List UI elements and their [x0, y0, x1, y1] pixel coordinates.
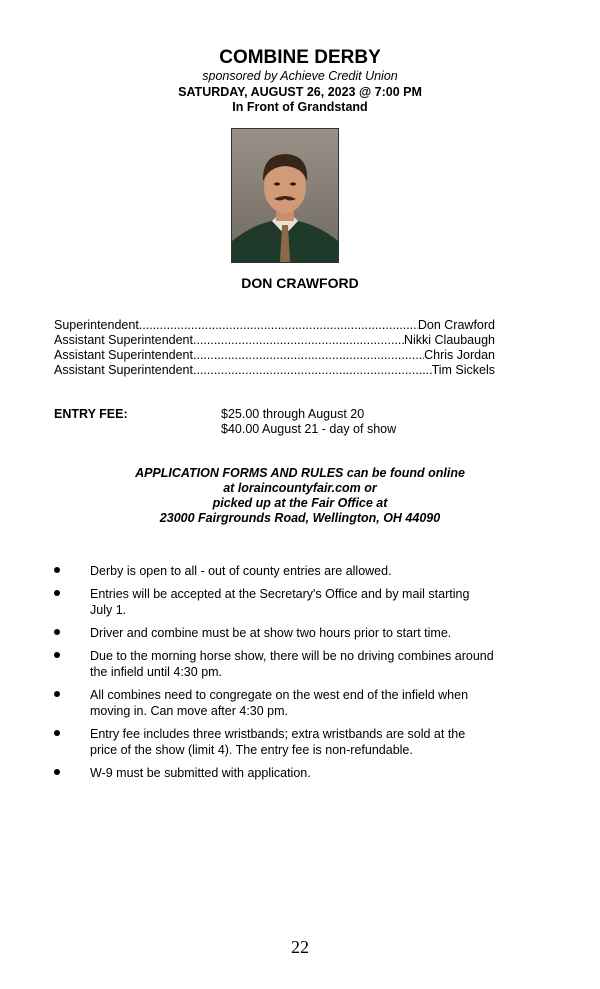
- bullet-icon: [54, 629, 60, 635]
- staff-row: [54, 318, 495, 333]
- list-item: [54, 648, 494, 680]
- staff-row: [54, 348, 495, 363]
- application-line: APPLICATION FORMS AND RULES can be found online: [135, 466, 465, 480]
- entry-fee-label: ENTRY FEE:: [54, 407, 128, 421]
- staff-name: Chris Jordan: [424, 348, 495, 362]
- staff-role: Assistant Superintendent: [54, 363, 193, 377]
- list-item: [54, 765, 494, 781]
- page-number: 22: [291, 937, 309, 957]
- list-item: [54, 625, 494, 641]
- application-info: [0, 466, 600, 526]
- bullet-icon: [54, 652, 60, 658]
- bullet-icon: [54, 730, 60, 736]
- staff-row: [54, 363, 495, 378]
- list-item: [54, 726, 494, 758]
- rules-list: [54, 563, 494, 788]
- rule-text: Entries will be accepted at the Secretary's Office and by mail starting July 1.: [90, 587, 470, 617]
- application-line: 23000 Fairgrounds Road, Wellington, OH 44090: [159, 511, 441, 525]
- bullet-icon: [54, 691, 60, 697]
- staff-row: [54, 333, 495, 348]
- application-line: at loraincountyfair.com or: [223, 481, 377, 495]
- event-location: In Front of Grandstand: [232, 100, 368, 114]
- leader-dots: [193, 333, 404, 348]
- staff-list: [54, 318, 495, 378]
- leader-dots: [193, 363, 432, 378]
- application-line: picked up at the Fair Office at: [212, 496, 388, 510]
- bullet-icon: [54, 567, 60, 573]
- event-date: SATURDAY, AUGUST 26, 2023 @ 7:00 PM: [178, 85, 422, 99]
- staff-name: Nikki Claubaugh: [403, 333, 495, 347]
- superintendent-name: DON CRAWFORD: [241, 275, 359, 291]
- sponsor-line: sponsored by Achieve Credit Union: [202, 69, 398, 83]
- rule-text: Derby is open to all - out of county entries are allowed.: [90, 564, 392, 578]
- bullet-icon: [54, 590, 60, 596]
- bullet-icon: [54, 769, 60, 775]
- staff-name: Tim Sickels: [431, 363, 495, 377]
- staff-role: Superintendent: [54, 318, 139, 332]
- rule-text: All combines need to congregate on the west end of the infield when moving in. Can move after 4:30 pm.: [90, 688, 469, 718]
- page-title: COMBINE DERBY: [219, 47, 381, 68]
- entry-fee-line: $40.00 August 21 - day of show: [221, 422, 397, 436]
- superintendent-photo: [231, 128, 339, 263]
- rule-text: Entry fee includes three wristbands; extra wristbands are sold at the price of the show (limit 4). The entry fee is non-refundable.: [90, 727, 466, 757]
- rule-text: Due to the morning horse show, there will be no driving combines around the infield until 4:30 pm.: [90, 649, 494, 679]
- rule-text: Driver and combine must be at show two hours prior to start time.: [90, 626, 452, 640]
- staff-role: Assistant Superintendent: [54, 333, 193, 347]
- entry-fee-line: $25.00 through August 20: [221, 407, 365, 421]
- staff-role: Assistant Superintendent: [54, 348, 193, 362]
- staff-name: Don Crawford: [417, 318, 495, 332]
- entry-fee-values: [221, 407, 396, 437]
- rule-text: W-9 must be submitted with application.: [90, 766, 311, 780]
- list-item: [54, 586, 494, 618]
- list-item: [54, 687, 494, 719]
- leader-dots: [139, 318, 418, 333]
- leader-dots: [193, 348, 424, 363]
- list-item: [54, 563, 494, 579]
